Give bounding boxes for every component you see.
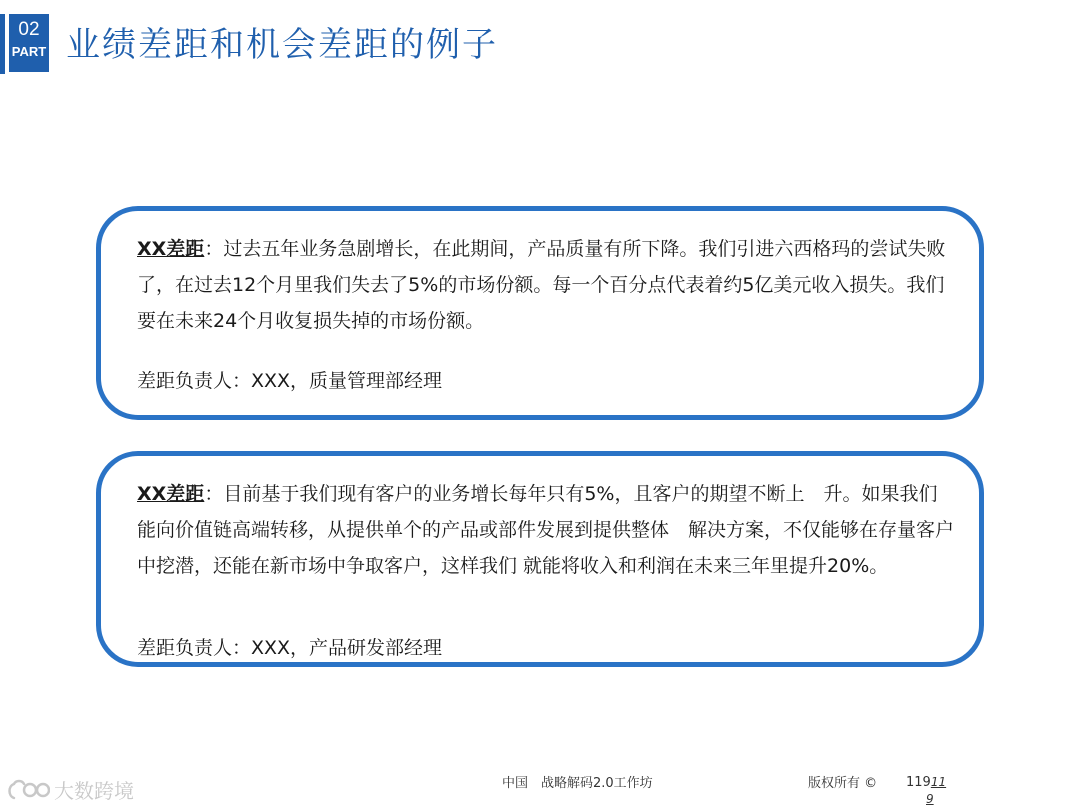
gap-text: ：目前基于我们现有客户的业务增长每年只有5%，且客户的期望不断上 升。如果我们能向价值链高端转移，从提供单个的产品或部件发展到提供整体 解决方案，不仅能够在存量客户中挖潜，还能在新市场中争取客户，这样我们 就能将收入和利润在未来三年里提升20%。	[137, 483, 955, 577]
footer-workshop: 中国 战略解码2.0工作坊	[502, 776, 653, 791]
accent-bar	[0, 14, 5, 74]
footer-copyright: 版权所有 ©	[808, 776, 878, 791]
watermark-text: 大数跨境	[54, 778, 134, 803]
gap-description	[137, 476, 955, 584]
gap-label: XX差距	[137, 483, 205, 505]
gap-description	[137, 231, 955, 339]
gap-owner: 差距负责人：XXX，质量管理部经理	[137, 370, 443, 392]
part-badge	[9, 14, 49, 72]
slide-title: 业绩差距和机会差距的例子	[66, 25, 498, 65]
page-number-sub: 9	[926, 792, 934, 806]
part-number: 02	[18, 19, 40, 40]
page-number	[906, 774, 947, 806]
gap-card-performance	[96, 206, 984, 420]
gap-label: XX差距	[137, 238, 205, 260]
page-number-main: 119	[906, 775, 931, 790]
page-number-sup: 11	[930, 775, 947, 789]
part-label: PART	[11, 44, 47, 59]
gap-owner: 差距负责人：XXX，产品研发部经理	[137, 637, 443, 659]
watermark-logo-icon	[6, 776, 50, 802]
gap-card-opportunity	[96, 451, 984, 667]
gap-text: ：过去五年业务急剧增长，在此期间，产品质量有所下降。我们引进六西格玛的尝试失败了，在过去12个月里我们失去了5%的市场份额。每一个百分点代表着约5亿美元收入损失。我们要在未来24个月收复损失掉的市场份额。	[137, 238, 946, 332]
watermark	[6, 774, 134, 804]
